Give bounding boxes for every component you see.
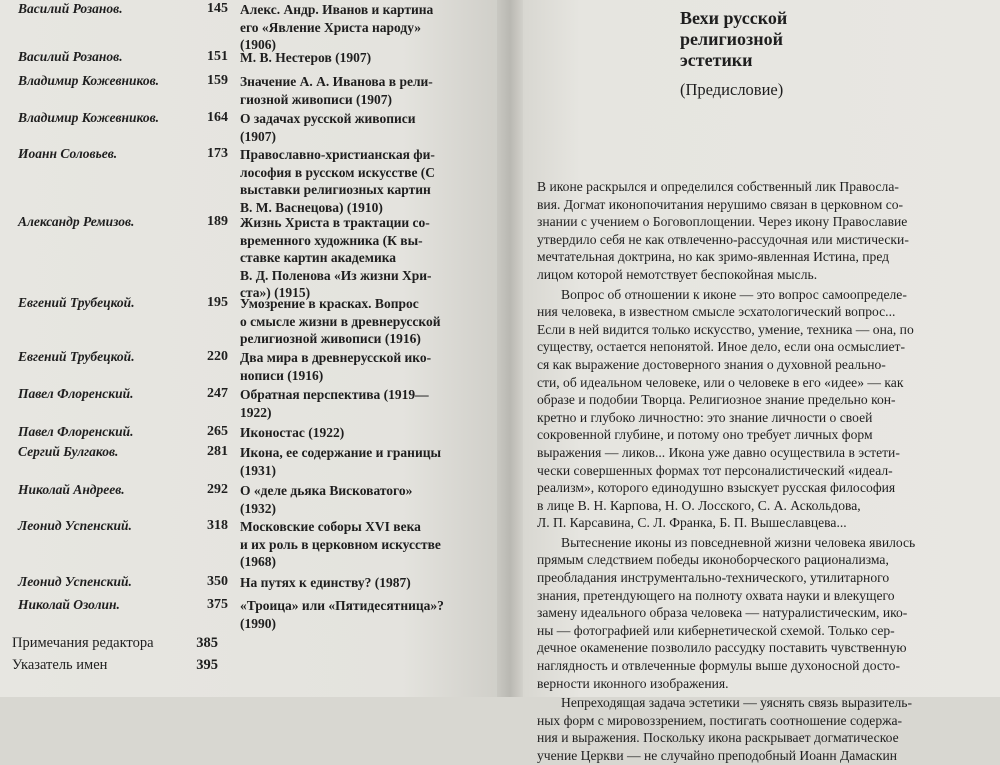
toc-page-number: 189	[207, 214, 228, 229]
text-line: ных форм с мировоззрением, постигать соотношение содержа-	[537, 712, 903, 728]
toc-title	[240, 597, 465, 632]
text-line: ны — фотографией или кибернетической схемой. Только сер-	[537, 622, 895, 638]
right-page-preface	[523, 0, 1000, 763]
text-line: чески совершенных формах тот персоналистический «идеал-	[537, 462, 893, 478]
toc-title	[240, 49, 465, 67]
toc-title-line: О «деле дьяка Висковатого»	[240, 483, 413, 498]
toc-title-line: М. В. Нестеров (1907)	[240, 50, 372, 65]
toc-page-number: 151	[207, 49, 228, 64]
text-line: ния человека, в известном смысле эсхатологический вопрос...	[537, 304, 896, 320]
toc-appendix-page-number: 385	[196, 635, 218, 651]
text-line: кретно и глубоко личностно: это знание личности о своей	[537, 409, 873, 425]
toc-title-line: Православно-христианская фи-	[240, 147, 435, 162]
toc-author: Василий Розанов.	[18, 49, 123, 64]
text-line: образе и подобии Творца. Религиозное знание предельно кон-	[537, 392, 896, 408]
toc-title-line: и их роль в церковном искусстве	[240, 536, 441, 552]
text-line: сти, об идеальном человеке, или о человеке в его «идее» — как	[537, 374, 904, 390]
toc-title	[240, 110, 465, 145]
toc-page-number: 292	[207, 482, 228, 497]
toc-entry	[0, 597, 500, 631]
toc-author: Николай Андреев.	[18, 482, 125, 497]
text-line: мечтательная доктрина, но как зримо-явленная Истина, пред	[537, 249, 890, 265]
text-line: Если в ней видится только искусство, умение, техника — она, по	[537, 321, 914, 337]
chapter-heading	[680, 8, 787, 71]
toc-title	[240, 146, 465, 216]
toc-author: Василий Розанов.	[18, 1, 123, 16]
toc-entry	[0, 214, 500, 300]
toc-title-line: О задачах русской живописи	[240, 111, 416, 126]
text-line: знании с учением о Боговоплощении. Через икону Православие	[537, 214, 908, 230]
toc-entry	[0, 110, 500, 144]
toc-title-line: Два мира в древнерусской ико-	[240, 350, 432, 365]
text-line: ния и выражения. Поскольку икона раскрывает догматическое	[537, 730, 899, 746]
toc-entry	[0, 482, 500, 516]
book-gutter	[497, 0, 523, 697]
left-page-contents	[0, 0, 503, 697]
toc-title-line: Обратная перспектива (1919—	[240, 387, 429, 402]
preface-paragraph	[537, 286, 997, 532]
preface-body	[537, 178, 997, 765]
toc-page-number: 159	[207, 73, 228, 88]
toc-author: Владимир Кожевников.	[18, 110, 160, 125]
text-line: Вытеснение иконы из повседневной жизни человека явилось	[561, 534, 916, 550]
toc-title-line: (1990)	[240, 615, 276, 631]
text-line: знания, претендующего на полноту охвата науки и влекущего	[537, 587, 895, 603]
text-line: выражения — ликов... Икона уже давно осуществила в эстети-	[537, 444, 900, 460]
text-line: Непреходящая задача эстетики — уяснять связь выразитель-	[561, 695, 913, 711]
heading-line: Вехи русской	[680, 8, 788, 28]
toc-appendix-page-number: 395	[196, 657, 218, 673]
toc-title-line: Умозрение в красках. Вопрос	[240, 296, 419, 311]
text-line: В иконе раскрылся и определился собственный лик Правосла-	[537, 179, 899, 194]
toc-appendix-label: Примечания редактора	[12, 635, 154, 651]
toc-title-line: о смысле жизни в древнерусской	[240, 313, 441, 329]
toc-page-number: 195	[207, 295, 228, 310]
text-line: верности иконного изображения.	[537, 675, 729, 691]
toc-title	[240, 1, 465, 54]
toc-title-line: 1922)	[240, 404, 272, 420]
text-line: реализм», которого единодушно взыскует русская философия	[537, 480, 896, 496]
toc-title	[240, 349, 465, 384]
toc-page-number: 173	[207, 146, 228, 161]
toc-title-line: (1932)	[240, 500, 276, 516]
text-line: лицом которой немотствует беспокойная мысль.	[537, 266, 818, 282]
toc-author: Иоанн Соловьев.	[18, 146, 118, 161]
toc-author: Леонид Успенский.	[18, 518, 132, 533]
heading-line: религиозной	[680, 29, 783, 49]
toc-title-line: Алекс. Андр. Иванов и картина	[240, 2, 434, 17]
toc-page-number: 145	[207, 1, 228, 16]
toc-title-line: (1907)	[240, 128, 276, 144]
toc-entry	[0, 295, 500, 346]
toc-title	[240, 424, 465, 442]
toc-title-line: ста») (1915)	[240, 285, 311, 300]
heading-line: эстетики	[680, 50, 753, 70]
toc-entry	[0, 518, 500, 569]
text-line: Л. П. Карсавина, С. Л. Франка, Б. П. Вышеславцева...	[537, 515, 847, 531]
toc-title-line: выставки религиозных картин	[240, 182, 431, 197]
text-line: вия. Догмат иконопочитания нерушимо связан в церковном со-	[537, 196, 904, 212]
toc-entry	[0, 424, 500, 444]
toc-title-line: В. Д. Поленова «Из жизни Хри-	[240, 267, 432, 283]
toc-entry	[0, 574, 500, 594]
toc-title-line: «Троица» или «Пятидесятница»?	[240, 598, 444, 613]
text-line: прямым следствием победы иконоборческого рационализма,	[537, 552, 889, 568]
toc-entry	[0, 349, 500, 383]
toc-title-line: ставке картин академика	[240, 250, 397, 265]
toc-author: Сергий Булгаков.	[18, 444, 119, 459]
toc-title-line: нописи (1916)	[240, 367, 324, 383]
toc-author: Александр Ремизов.	[18, 214, 135, 229]
toc-page-number: 318	[207, 518, 228, 533]
toc-title-line: Московские соборы XVI века	[240, 519, 421, 534]
preface-paragraph	[537, 694, 997, 764]
toc-entry	[0, 73, 500, 107]
toc-title-line: его «Явление Христа народу»	[240, 19, 422, 35]
toc-title-line: гиозной живописи (1907)	[240, 91, 392, 107]
toc-title	[240, 73, 465, 108]
toc-title-line: лософия в русском искусстве (С	[240, 164, 436, 180]
text-line: замену идеального образа человека — натуралистическим, ико-	[537, 605, 908, 621]
toc-appendix-label: Указатель имен	[12, 657, 108, 673]
toc-page-number: 247	[207, 386, 228, 401]
toc-title-line: В. М. Васнецова) (1910)	[240, 199, 383, 215]
toc-page-number: 164	[207, 110, 228, 125]
toc-entry	[0, 1, 500, 52]
text-line: дечное окаменение позволило рассудку поставить чувственную	[537, 640, 907, 656]
chapter-subheading: (Предисловие)	[680, 80, 784, 99]
text-line: утвердило себя не как отвлеченно-рассудочная или мистически-	[537, 231, 909, 247]
toc-page-number: 281	[207, 444, 228, 459]
text-line: существу, остается непонятой. Иное дело, если она осмыслиет-	[537, 339, 906, 355]
toc-author: Леонид Успенский.	[18, 574, 132, 589]
toc-title	[240, 214, 465, 302]
text-line: ся как выражение достоверного знания о духовной реально-	[537, 356, 886, 372]
text-line: сокровенной глубине, и потому оно требует личных форм	[537, 427, 873, 443]
toc-page-number: 265	[207, 424, 228, 439]
toc-author: Владимир Кожевников.	[18, 73, 160, 88]
toc-entry	[0, 386, 500, 420]
toc-entry	[0, 49, 500, 69]
toc-title	[240, 444, 465, 479]
toc-author: Евгений Трубецкой.	[18, 349, 135, 364]
text-line: в лице В. Н. Карпова, Н. О. Лосского, С. А. Аскольдова,	[537, 497, 861, 513]
toc-title-line: Значение А. А. Иванова в рели-	[240, 74, 433, 89]
toc-page-number: 350	[207, 574, 228, 589]
toc-page-number: 220	[207, 349, 228, 364]
toc-entry	[0, 444, 500, 478]
toc-author: Николай Озолин.	[18, 597, 120, 612]
toc-title-line: временного художника (К вы-	[240, 232, 423, 248]
toc-title-line: (1968)	[240, 554, 276, 569]
toc-title	[240, 386, 465, 421]
text-line: Вопрос об отношении к иконе — это вопрос самоопределе-	[561, 286, 907, 302]
toc-title-line: (1931)	[240, 462, 276, 478]
toc-title	[240, 295, 465, 348]
toc-entry	[0, 146, 500, 215]
toc-title	[240, 482, 465, 517]
toc-page-number: 375	[207, 597, 228, 612]
toc-author: Павел Флоренский.	[18, 424, 134, 439]
toc-title-line: Иконостас (1922)	[240, 425, 345, 440]
text-line: учение Церкви — не случайно преподобный Иоанн Дамаскин	[537, 748, 898, 763]
toc-title	[240, 574, 465, 592]
toc-title-line: Жизнь Христа в трактации со-	[240, 215, 430, 230]
toc-title	[240, 518, 465, 571]
toc-author: Павел Флоренский.	[18, 386, 134, 401]
toc-author: Евгений Трубецкой.	[18, 295, 135, 310]
text-line: преобладания инструментально-технического, утилитарного	[537, 570, 890, 586]
toc-title-line: Икона, ее содержание и границы	[240, 445, 442, 460]
toc-title-line: (1906)	[240, 37, 276, 52]
toc-title-line: На путях к единству? (1987)	[240, 575, 411, 590]
preface-paragraph	[537, 178, 997, 284]
text-line: наглядность и отвлеченные формулы выше духоносной досто-	[537, 658, 900, 674]
toc-title-line: религиозной живописи (1916)	[240, 331, 421, 346]
preface-paragraph	[537, 534, 997, 692]
